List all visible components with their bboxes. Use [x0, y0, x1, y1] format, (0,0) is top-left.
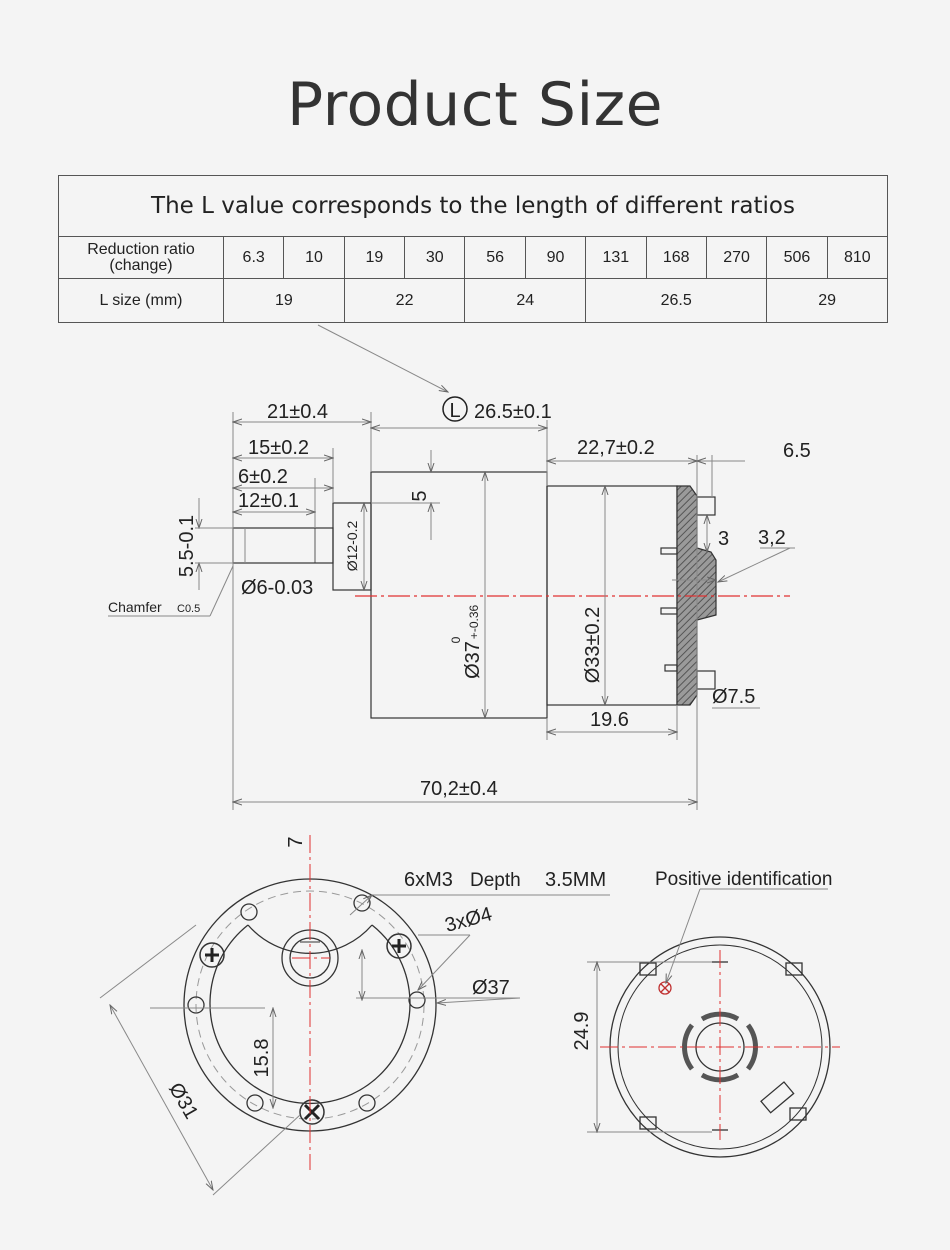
- size-cell: 24: [465, 279, 586, 323]
- chamfer-label: Chamfer: [108, 599, 162, 615]
- output-shaft: [233, 528, 333, 563]
- depth-value: 3.5MM: [545, 869, 607, 891]
- dim-12: 12±0.1: [238, 490, 300, 512]
- dim-3: 3: [718, 528, 730, 550]
- gearbox-body: [371, 472, 547, 718]
- dim-d37-tol-lower: +-0.36: [467, 604, 481, 640]
- positive-label: Positive identification: [655, 869, 833, 890]
- ratio-header-line1: Reduction ratio: [87, 240, 195, 258]
- ratio-cell: 810: [827, 237, 887, 279]
- dim-d31: Ø31: [164, 1079, 203, 1123]
- terminal-top: [697, 497, 715, 515]
- l-leader-line: [318, 325, 448, 392]
- dim-15: 15±0.2: [248, 437, 310, 459]
- dim-22-7: 22,7±0.2: [577, 437, 655, 459]
- dim-d6: Ø6-0.03: [241, 577, 314, 599]
- dim-d37-front: Ø37: [472, 977, 510, 999]
- ratio-cell: 56: [465, 237, 525, 279]
- ratio-cell: 6.3: [224, 237, 284, 279]
- dim-total: 70,2±0.4: [420, 778, 498, 800]
- dim-6-5: 6.5: [783, 440, 811, 462]
- size-header: L size (mm): [59, 279, 224, 323]
- dim-d33: Ø33±0.2: [582, 606, 604, 684]
- dim-15-8: 15.8: [251, 1038, 273, 1078]
- dim-24-9: 24.9: [571, 1011, 593, 1051]
- ratio-cell: 90: [525, 237, 585, 279]
- dim-5-5: 5.5-0.1: [176, 514, 198, 578]
- dim-3xd4: 3xØ4: [442, 903, 495, 937]
- ratio-cell: 168: [646, 237, 706, 279]
- table-caption: The L value corresponds to the length of different ratios: [59, 176, 888, 237]
- dim-d37-side: Ø37: [462, 641, 484, 679]
- size-cell: 22: [344, 279, 465, 323]
- ratio-header-line2: (change): [109, 256, 173, 274]
- size-cell: 29: [767, 279, 888, 323]
- dim-d7-5: Ø7.5: [712, 686, 756, 708]
- ratio-cell: 30: [405, 237, 465, 279]
- dim-6: 6±0.2: [238, 466, 288, 488]
- size-cell: 26.5: [586, 279, 767, 323]
- size-cell: 19: [224, 279, 345, 323]
- chamfer-sub: C0.5: [177, 603, 201, 615]
- page-title: Product Size: [286, 70, 664, 140]
- dim-19-6: 19.6: [590, 709, 629, 731]
- l-marker-label: L: [449, 400, 461, 422]
- dim-7: 7: [285, 836, 307, 848]
- dim-5: 5: [409, 490, 431, 502]
- ratio-cell: 10: [284, 237, 344, 279]
- ratio-cell: 19: [344, 237, 404, 279]
- ratio-cell: 270: [706, 237, 766, 279]
- dim-21: 21±0.4: [267, 401, 329, 423]
- dim-d37-tol-upper: 0: [449, 636, 463, 644]
- dim-l-value: 26.5±0.1: [474, 401, 552, 423]
- holes-label: 6xM3: [404, 869, 453, 891]
- ratio-cell: 131: [586, 237, 646, 279]
- dim-d12: Ø12-0.2: [344, 520, 360, 572]
- dim-3-2: 3,2: [758, 527, 786, 549]
- depth-word: Depth: [470, 870, 521, 891]
- ratio-cell: 506: [767, 237, 827, 279]
